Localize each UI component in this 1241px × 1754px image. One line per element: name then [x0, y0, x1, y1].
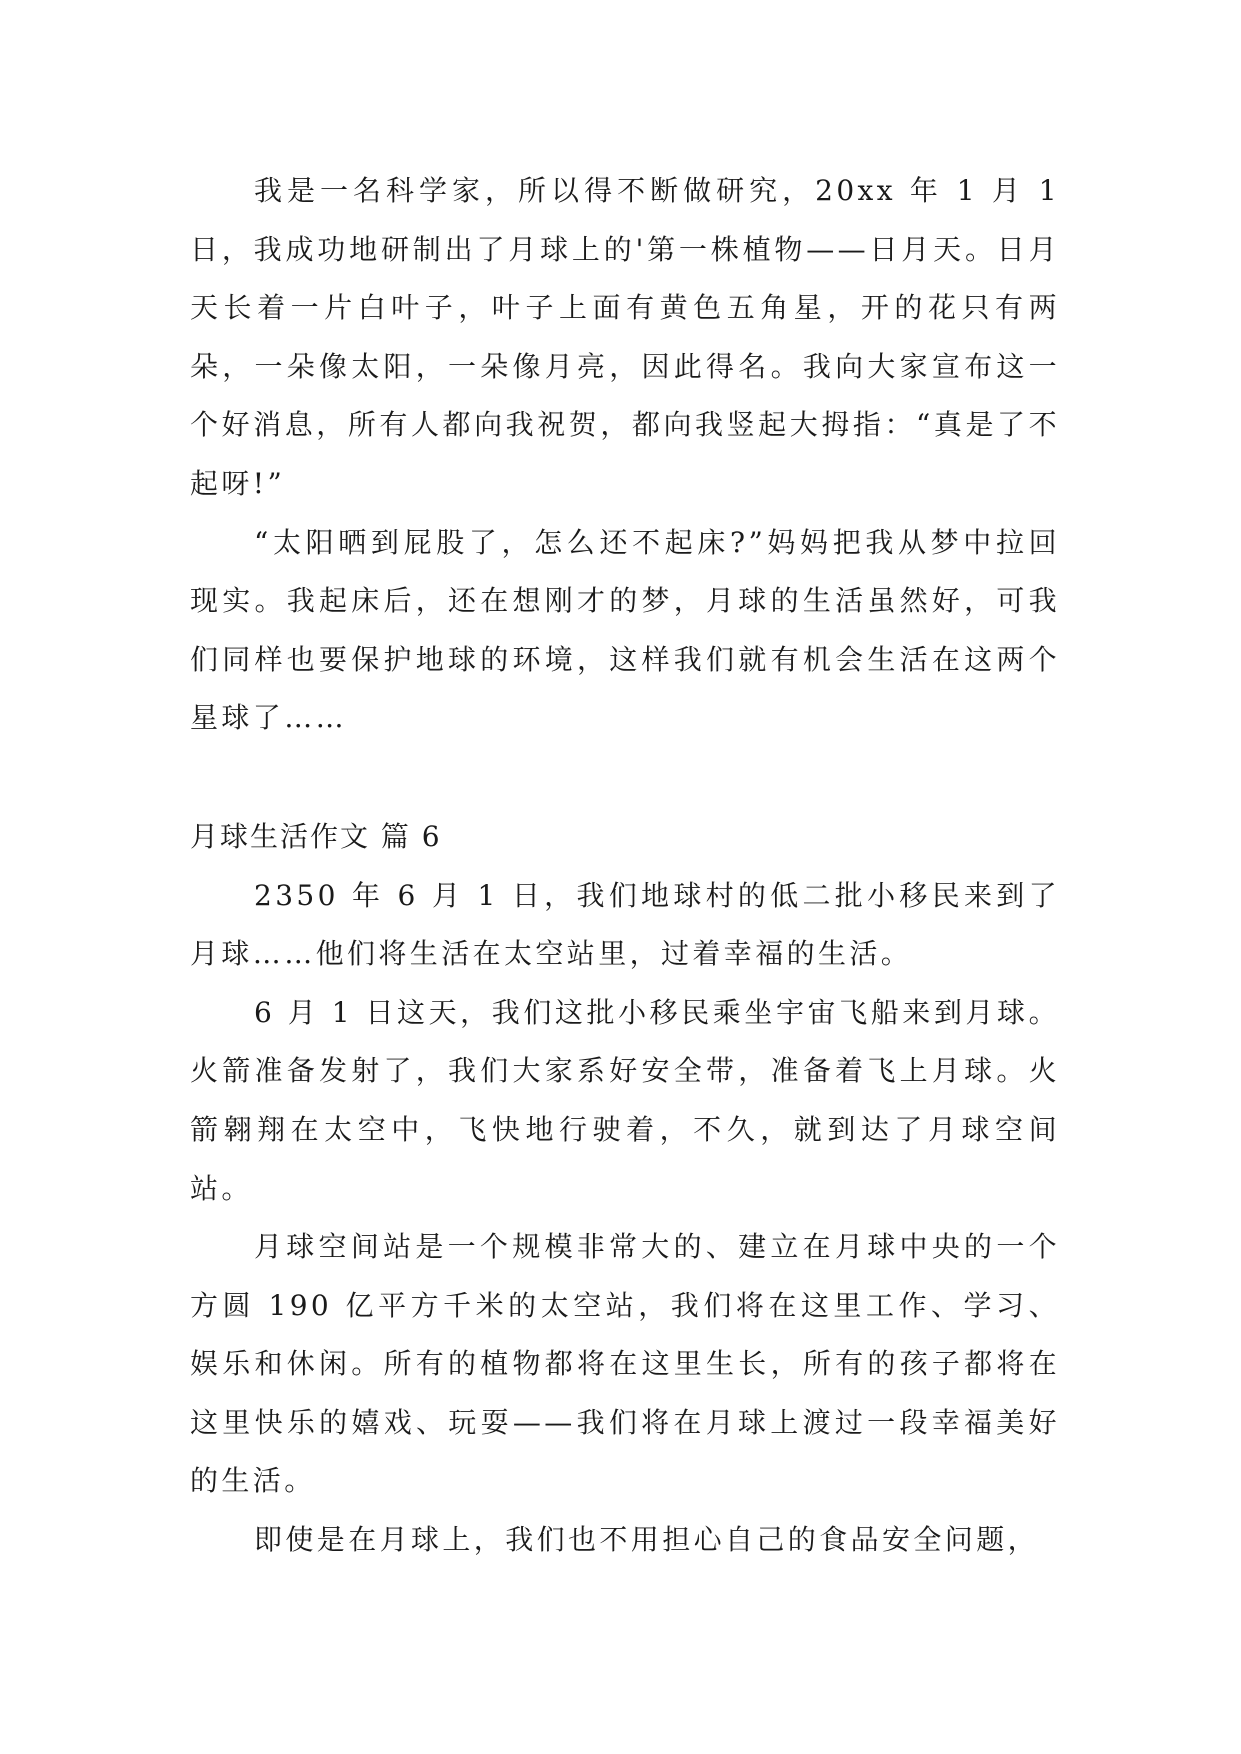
paragraph-food-safety: 即使是在月球上，我们也不用担心自己的食品安全问题， [254, 1523, 1040, 1557]
section-gap [190, 748, 1060, 808]
paragraph-rocket-launch: 6 月 1 日这天，我们这批小移民乘坐宇宙飞船来到月球。火箭准备发射了，我们大家系好安全带，准备着飞上月球。火箭翱翔在太空中，飞快地行驶着，不久，就到达了月球空间站。 [190, 995, 1060, 1205]
paragraph-scientist-dream: 我是一名科学家，所以得不断做研究，20xx 年 1 月 1 日，我成功地研制出了月球上的'第一株植物——日月天。日月天长着一片白叶子，叶子上面有黄色五角星，开的花只有两朵，一朵像太阳，一朵像月亮，因此得名。我向大家宣布这一个好消息，所有人都向我祝贺，都向我竖起大拇指：“真是了不起呀!” [190, 174, 1060, 500]
paragraph-space-station: 月球空间站是一个规模非常大的、建立在月球中央的一个方圆 190 亿平方千米的太空站，我们将在这里工作、学习、娱乐和休闲。所有的植物都将在这里生长，所有的孩子都将在这里快乐的嬉戏、玩耍——我们将在月球上渡过一段幸福美好的生活。 [190, 1230, 1060, 1498]
document-body [190, 162, 1060, 1570]
section-heading: 月球生活作文 篇 6 [190, 819, 442, 853]
paragraph-migrants-arrive: 2350 年 6 月 1 日，我们地球村的低二批小移民来到了月球……他们将生活在太空站里，过着幸福的生活。 [190, 878, 1060, 971]
paragraph-wake-up: “太阳晒到屁股了，怎么还不起床?”妈妈把我从梦中拉回现实。我起床后，还在想刚才的梦，月球的生活虽然好，可我们同样也要保护地球的环境，这样我们就有机会生活在这两个星球了…… [190, 525, 1060, 735]
